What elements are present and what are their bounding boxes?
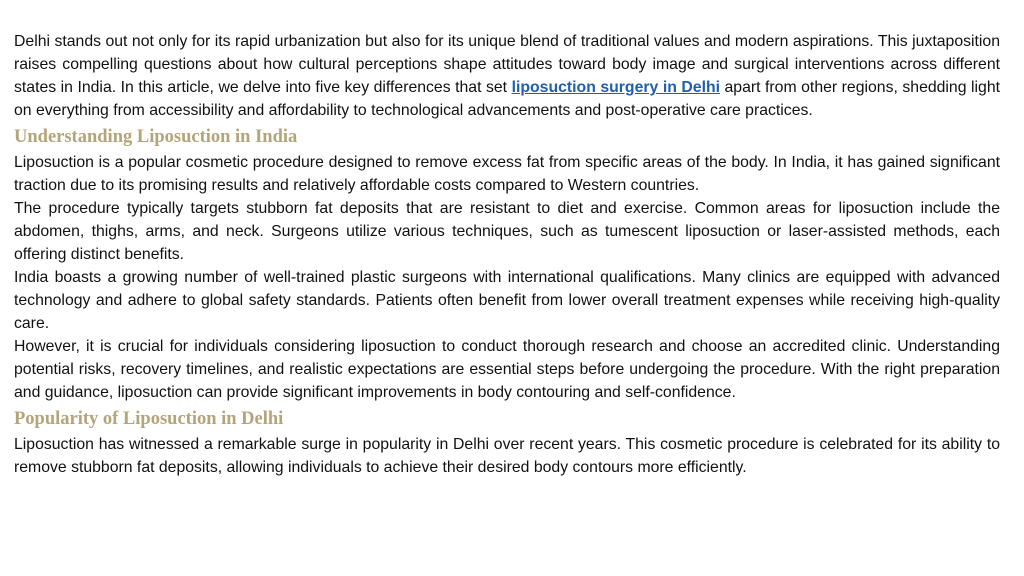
section1-paragraph-2: The procedure typically targets stubborn fat deposits that are resistant to diet and exercise. Common areas for liposuction include the abdomen, thighs, arms, and neck. Surgeons utilize various techniques, such as tumescent liposuction or laser-assisted methods, each offering distinct benefits.: [14, 200, 1000, 263]
intro-paragraph: [14, 30, 1000, 122]
intro-text-before-link: Delhi stands out not only for its rapid urbanization but also for its unique blend of traditional values and modern aspirations. This juxtaposition raises compelling questions about how cultural perceptions shape attitudes toward body image and surgical interventions across different states in India. In this article, we delve into five key differences that set: [14, 33, 1000, 96]
section1-paragraph-4: However, it is crucial for individuals considering liposuction to conduct thorough research and choose an accredited clinic. Understanding potential risks, recovery timelines, and realistic expectations are essential steps before undergoing the procedure. With the right preparation and guidance, liposuction can provide significant improvements in body contouring and self-confidence.: [14, 338, 1000, 401]
section1-paragraph-3: India boasts a growing number of well-trained plastic surgeons with international qualifications. Many clinics are equipped with advanced technology and adhere to global safety standards. Patients often benefit from lower overall treatment expenses while receiving high-quality care.: [14, 269, 1000, 332]
section-heading-popularity: Popularity of Liposuction in Delhi: [14, 409, 284, 429]
liposuction-delhi-link[interactable]: liposuction surgery in Delhi: [511, 79, 720, 96]
section1-paragraph-1: Liposuction is a popular cosmetic procedure designed to remove excess fat from specific areas of the body. In India, it has gained significant traction due to its promising results and relatively affordable costs compared to Western countries.: [14, 154, 1000, 194]
section2-paragraph-1: Liposuction has witnessed a remarkable surge in popularity in Delhi over recent years. This cosmetic procedure is celebrated for its ability to remove stubborn fat deposits, allowing individuals to achieve their desired body contours more efficiently.: [14, 436, 1000, 476]
intro-text-after-link: apart from other regions, shedding light on everything from accessibility and affordability to technological advancements and post-operative care practices.: [14, 79, 1000, 119]
section-heading-understanding: Understanding Liposuction in India: [14, 127, 298, 147]
